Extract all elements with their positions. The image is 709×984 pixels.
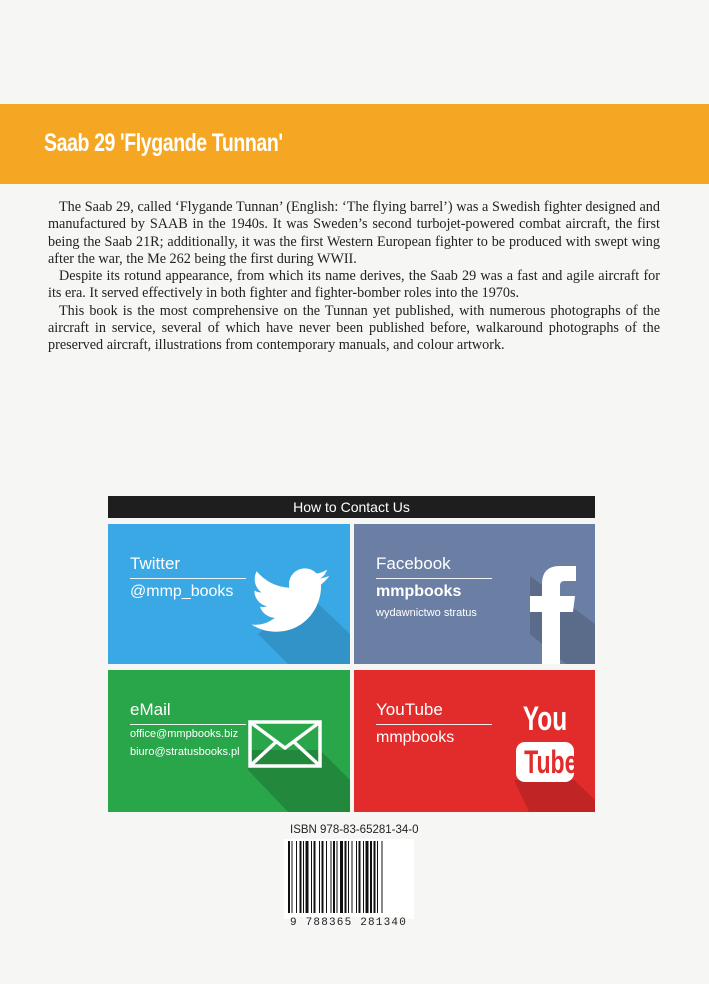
contact-header: How to Contact Us [108, 496, 595, 518]
blurb-paragraph: The Saab 29, called ‘Flygande Tunnan’ (English: ‘The flying barrel’) was a Swedish fighter designed and manufactured by SAAB in the 1940s. It was Sweden’s second turbojet-powered combat aircraft, the first being the Saab 21R; additionally, it was the first Western European fighter to be produced with swept wing after the war, the Me 262 being the first during WWII. [48, 199, 660, 267]
facebook-page-secondary[interactable]: wydawnictwo stratus [376, 607, 477, 619]
email-address-secondary[interactable]: biuro@stratusbooks.pl [130, 746, 240, 758]
twitter-bird-icon [251, 568, 331, 634]
book-title: Saab 29 'Flygande Tunnan' [44, 129, 283, 157]
youtube-label: YouTube [376, 700, 443, 719]
youtube-logo-you: You [522, 700, 568, 738]
youtube-channel[interactable]: mmpbooks [376, 729, 455, 746]
facebook-page[interactable]: mmpbooks [376, 583, 462, 600]
contact-panel [108, 496, 595, 812]
divider [376, 578, 492, 579]
barcode [284, 839, 414, 919]
blurb-paragraph: Despite its rotund appearance, from which its name derives, the Saab 29 was a fast and agile aircraft for its era. It served effectively in both fighter and fighter-bomber roles into the 1970s. [48, 268, 660, 302]
facebook-label: Facebook [376, 554, 451, 573]
youtube-logo-tube: Tube [524, 744, 578, 780]
blurb [48, 199, 660, 355]
youtube-tile[interactable] [354, 670, 595, 812]
twitter-handle[interactable]: @mmp_books [130, 583, 234, 600]
youtube-logo [514, 700, 576, 782]
envelope-icon [248, 720, 322, 768]
twitter-tile[interactable] [108, 524, 350, 664]
facebook-tile[interactable] [354, 524, 595, 664]
youtube-logo-tube-box [516, 742, 578, 782]
twitter-label: Twitter [130, 554, 181, 573]
isbn-label: ISBN 978-83-65281-34-0 [290, 824, 419, 836]
blurb-paragraph: This book is the most comprehensive on the Tunnan yet published, with numerous photographs of the aircraft in service, several of which have never been published before, walkaround photographs of the preserved aircraft, illustrations from contemporary manuals, and colour artwork. [48, 302, 660, 354]
email-tile[interactable] [108, 670, 350, 812]
divider [130, 578, 246, 579]
divider [376, 724, 492, 725]
barcode-digits: 9 788365 281340 [290, 917, 408, 929]
title-band [0, 104, 709, 184]
facebook-f-icon [530, 566, 576, 664]
email-label: eMail [130, 700, 171, 719]
divider [130, 724, 246, 725]
email-address[interactable]: office@mmpbooks.biz [130, 728, 239, 740]
